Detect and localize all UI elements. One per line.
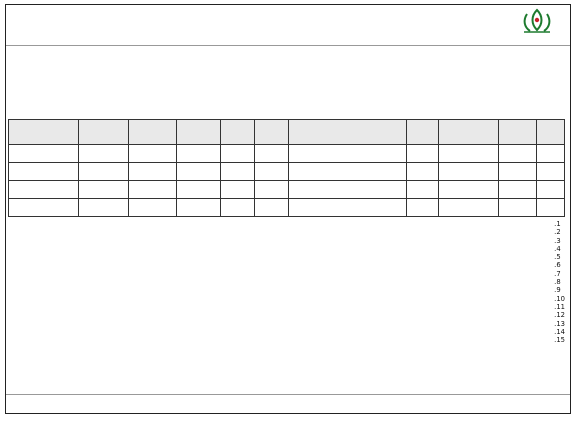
table-cell [221, 145, 255, 163]
organization-logo [510, 8, 564, 42]
table-cell [9, 163, 79, 181]
table-cell [177, 181, 221, 199]
note-item [12, 336, 552, 344]
note-item [12, 328, 552, 336]
column-header [537, 120, 565, 145]
table-cell [537, 199, 565, 217]
table-cell [289, 199, 407, 217]
table-cell [221, 163, 255, 181]
table-cell [537, 163, 565, 181]
note-item [12, 237, 552, 245]
notice-notes [6, 217, 570, 375]
table-row [9, 199, 565, 217]
table-cell [129, 199, 177, 217]
note-item [12, 311, 552, 319]
table-cell [407, 181, 439, 199]
table-cell [221, 199, 255, 217]
column-header [129, 120, 177, 145]
table-cell [129, 181, 177, 199]
note-item [12, 286, 552, 294]
organization-emblem-icon [518, 8, 556, 34]
table-cell [499, 181, 537, 199]
table-row [9, 181, 565, 199]
note-item [12, 261, 552, 269]
table-cell [439, 145, 499, 163]
column-header [499, 120, 537, 145]
table-row [9, 145, 565, 163]
notice-footer [6, 394, 570, 413]
column-header [177, 120, 221, 145]
table-cell [177, 145, 221, 163]
table-row [9, 163, 565, 181]
table-cell [499, 145, 537, 163]
table-cell [439, 181, 499, 199]
note-item [12, 228, 552, 236]
notice-intro [6, 46, 570, 117]
column-header [79, 120, 129, 145]
table-cell [499, 163, 537, 181]
table-cell [255, 199, 289, 217]
table-cell [255, 181, 289, 199]
table-cell [221, 181, 255, 199]
table-cell [407, 145, 439, 163]
note-item [12, 245, 552, 253]
table-cell [255, 163, 289, 181]
table-cell [499, 199, 537, 217]
column-header [221, 120, 255, 145]
column-header [255, 120, 289, 145]
column-header [407, 120, 439, 145]
note-item [12, 278, 552, 286]
table-cell [439, 163, 499, 181]
note-item [12, 303, 552, 311]
table-cell [289, 181, 407, 199]
table-cell [289, 145, 407, 163]
table-cell [177, 199, 221, 217]
table-cell [537, 181, 565, 199]
table-cell [177, 163, 221, 181]
note-item [12, 220, 552, 228]
auction-notice-page [5, 4, 571, 414]
notes-list [12, 220, 564, 344]
table-cell [289, 163, 407, 181]
column-header [289, 120, 407, 145]
note-item [12, 270, 552, 278]
table-cell [9, 145, 79, 163]
table-cell [255, 145, 289, 163]
table-cell [79, 181, 129, 199]
table-cell [9, 181, 79, 199]
auction-table-header-row [9, 120, 565, 145]
table-cell [439, 199, 499, 217]
note-item [12, 295, 552, 303]
table-cell [9, 199, 79, 217]
table-cell [79, 163, 129, 181]
column-header [9, 120, 79, 145]
table-cell [537, 145, 565, 163]
note-item [12, 320, 552, 328]
table-cell [407, 199, 439, 217]
column-header [439, 120, 499, 145]
note-item [12, 253, 552, 261]
table-cell [407, 163, 439, 181]
auction-table [8, 119, 565, 217]
table-cell [129, 145, 177, 163]
table-cell [129, 163, 177, 181]
table-cell [79, 145, 129, 163]
notice-header [6, 5, 570, 46]
table-cell [79, 199, 129, 217]
